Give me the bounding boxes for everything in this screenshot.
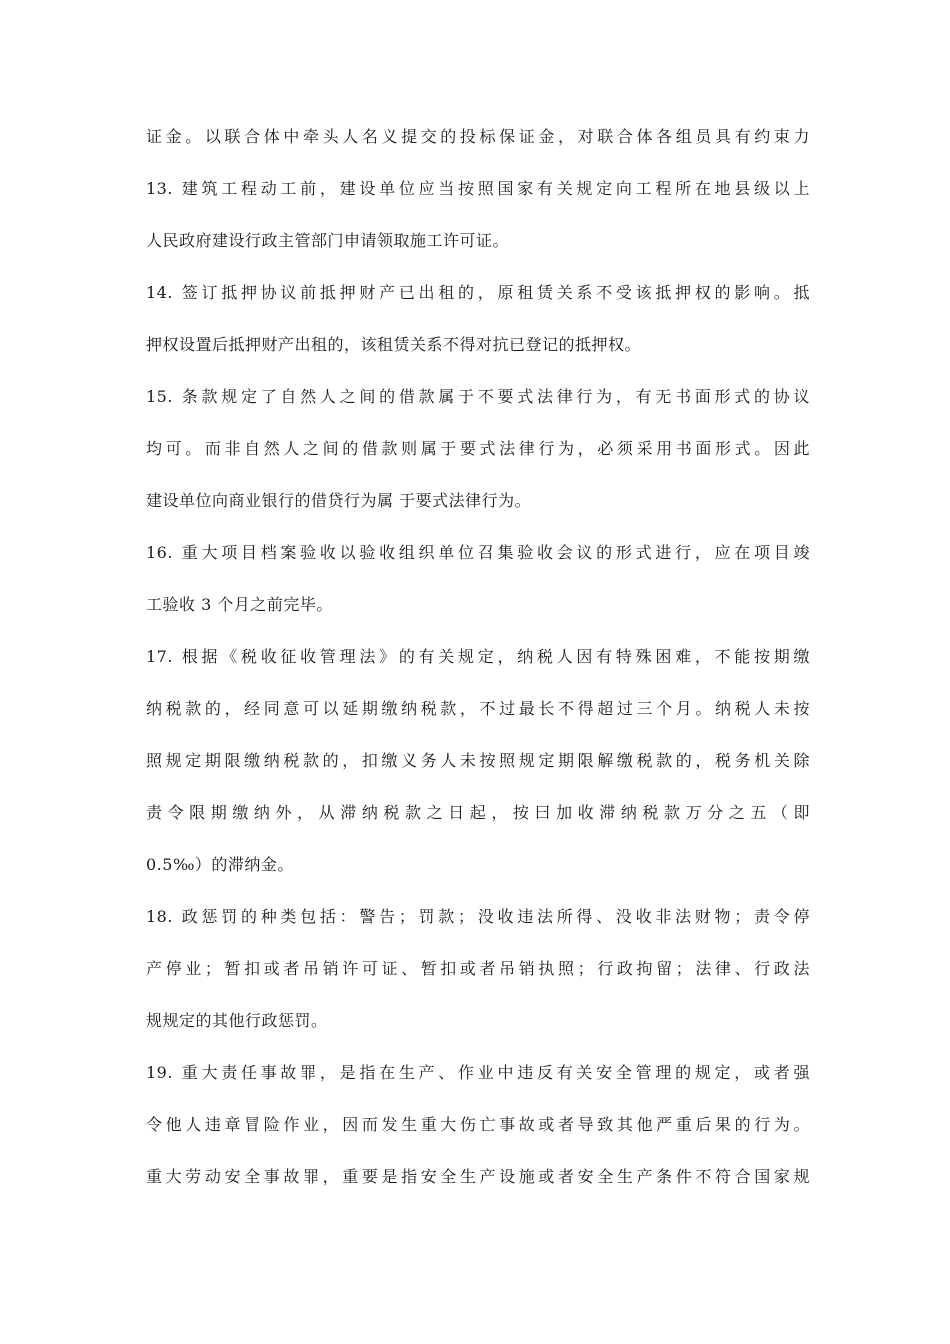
text-line: 0.5‰）的滞纳金。 — [146, 855, 294, 874]
text-line: 16. 重大项目档案验收以验收组织单位召集验收会议的形式进行，应在项目竣 — [146, 543, 810, 562]
text-line: 人民政府建设行政主管部门申请领取施工许可证。 — [146, 231, 510, 250]
text-line: 19. 重大责任事故罪，是指在生产、作业中违反有关安全管理的规定，或者强 — [146, 1063, 810, 1082]
text-line: 建设单位向商业银行的借贷行为属 于要式法律行为。 — [146, 491, 532, 510]
text-line: 13. 建筑工程动工前，建设单位应当按照国家有关规定向工程所在地县级以上 — [146, 179, 810, 198]
text-line: 17. 根据《税收征收管理法》的有关规定，纳税人因有特殊困难，不能按期缴 — [146, 647, 810, 666]
text-line: 照规定期限缴纳税款的，扣缴义务人未按照规定期限解缴税款的，税务机关除 — [146, 751, 810, 770]
document-body — [146, 122, 810, 1214]
text-line: 均可。而非自然人之间的借款则属于要式法律行为，必须采用书面形式。因此 — [146, 439, 810, 458]
text-line: 令他人违章冒险作业，因而发生重大伤亡事故或者导致其他严重后果的行为。 — [146, 1115, 810, 1134]
text-line: 押权设置后抵押财产出租的，该租赁关系不得对抗已登记的抵押权。 — [146, 335, 642, 354]
text-line: 工验收 3 个月之前完毕。 — [146, 595, 333, 614]
text-line: 18. 政惩罚的种类包括：警告；罚款；没收违法所得、没收非法财物；责令停 — [146, 907, 810, 926]
text-line: 规规定的其他行政惩罚。 — [146, 1011, 328, 1030]
text-line: 14. 签订抵押协议前抵押财产已出租的，原租赁关系不受该抵押权的影响。抵 — [146, 283, 810, 302]
text-line: 证金。以联合体中牵头人名义提交的投标保证金，对联合体各组员具有约束力 — [146, 127, 810, 146]
text-line: 重大劳动安全事故罪，重要是指安全生产设施或者安全生产条件不符合国家规 — [146, 1167, 810, 1186]
text-line: 15. 条款规定了自然人之间的借款属于不要式法律行为，有无书面形式的协议 — [146, 387, 810, 406]
text-line: 责令限期缴纳外，从滞纳税款之日起，按曰加收滞纳税款万分之五（即 — [146, 803, 810, 822]
text-line: 纳税款的，经同意可以延期缴纳税款，不过最长不得超过三个月。纳税人未按 — [146, 699, 810, 718]
text-line: 产停业；暂扣或者吊销许可证、暂扣或者吊销执照；行政拘留；法律、行政法 — [146, 959, 810, 978]
